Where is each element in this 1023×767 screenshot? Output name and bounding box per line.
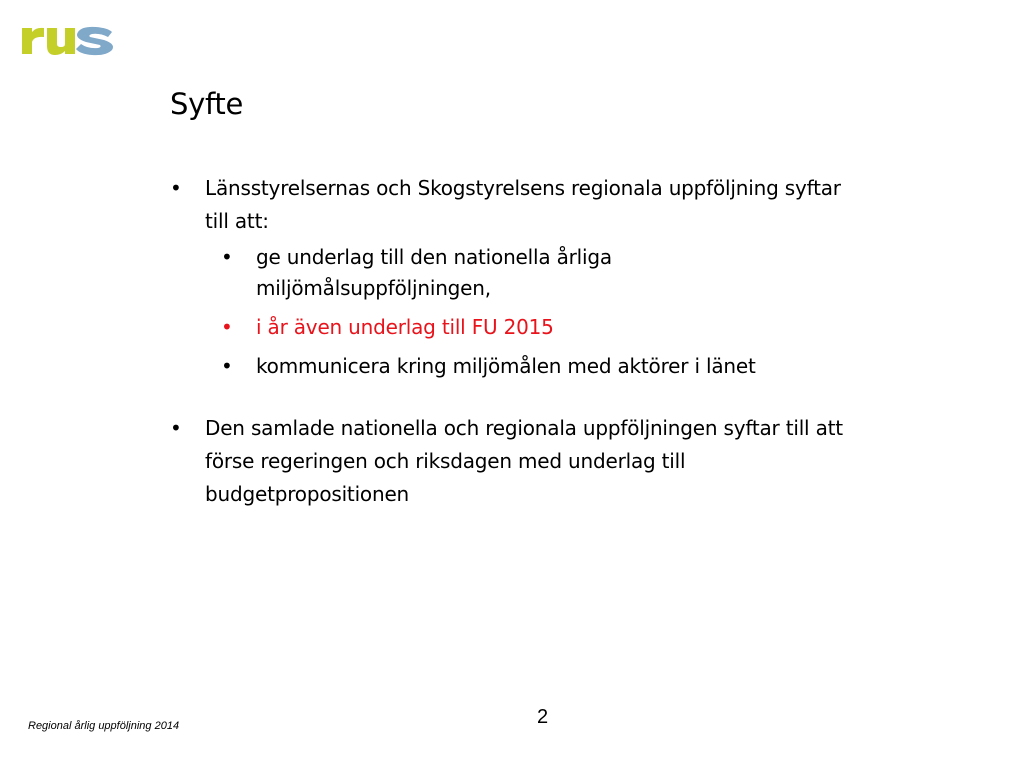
bullet-item-1-text: Länsstyrelsernas och Skogstyrelsens regionala uppföljning syftar till att: (205, 176, 841, 233)
bullet-marker: • (170, 416, 182, 440)
bullet-item-2-text: Den samlade nationella och regionala uppföljningen syftar till att förse regeringen och riksdagen med underlag till budgetpropositionen (205, 416, 843, 506)
sub-bullet-marker: • (221, 315, 233, 339)
bullet-item-1 (170, 172, 850, 382)
rus-logo (20, 18, 118, 58)
sub-bullet-item-1-text: ge underlag till den nationella årliga miljömålsuppföljningen, (256, 245, 612, 300)
slide-title: Syfte (170, 87, 243, 121)
page-number: 2 (537, 706, 549, 728)
footer-text: Regional årlig uppföljning 2014 (28, 720, 180, 732)
rus-logo-graphic (20, 18, 118, 58)
bullet-item-2 (170, 412, 850, 511)
bullet-marker: • (170, 176, 182, 200)
sub-bullet-marker: • (221, 245, 233, 269)
sub-bullet-item-3-text: kommunicera kring miljömålen med aktörer i länet (256, 354, 756, 378)
sub-bullet-item-2 (205, 312, 850, 343)
sub-bullet-list (170, 242, 850, 382)
sub-bullet-item-3 (205, 351, 850, 382)
sub-bullet-item-2-text: i år även underlag till FU 2015 (256, 315, 554, 339)
slide-content (170, 172, 850, 511)
sub-bullet-item-1 (205, 242, 850, 304)
bullet-list (170, 172, 850, 511)
sub-bullet-marker: • (221, 354, 233, 378)
